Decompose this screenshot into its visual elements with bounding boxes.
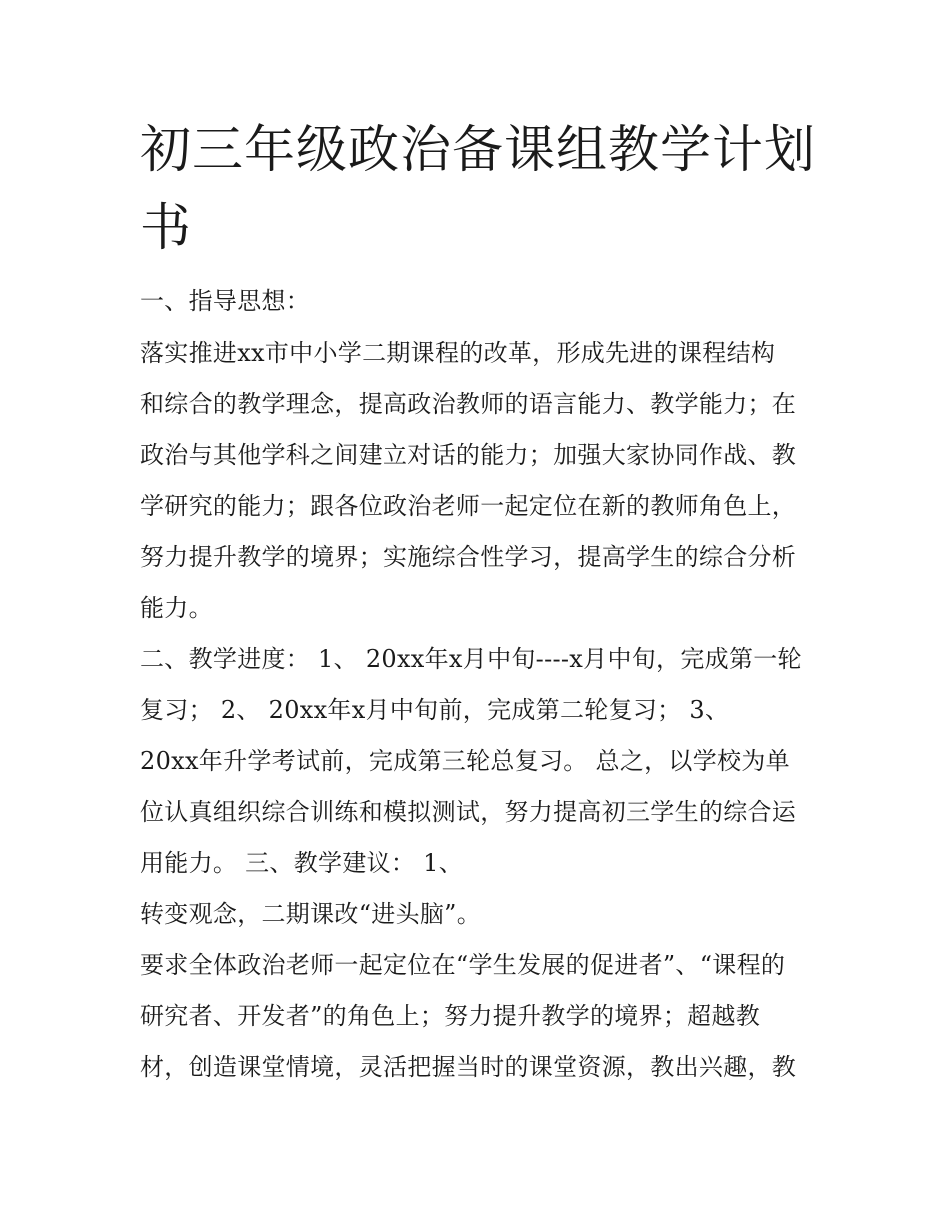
- text-line: 复习； 2、 20xx年x月中旬前，完成第二轮复习； 3、: [140, 696, 730, 724]
- text-line: 用能力。 三、教学建议： 1、: [140, 849, 464, 877]
- text-line: 政治与其他学科之间建立对话的能力；加强大家协同作战、教: [140, 441, 797, 469]
- text-line: 落实推进xx市中小学二期课程的改革，形成先进的课程结构: [140, 339, 776, 367]
- text-line: 要求全体政治老师一起定位在“学生发展的促进者”、“课程的: [140, 951, 786, 979]
- text-line: 和综合的教学理念，提高政治教师的语言能力、教学能力；在: [140, 390, 797, 418]
- text-line: 努力提升教学的境界；实施综合性学习，提高学生的综合分析: [140, 543, 797, 571]
- text-line: 一、指导思想：: [140, 287, 311, 315]
- text-line: 20xx年升学考试前，完成第三轮总复习。 总之，以学校为单: [140, 747, 790, 775]
- text-line: 研究者、开发者”的角色上；努力提升教学的境界；超越教: [140, 1002, 761, 1030]
- document-title: 初三年级政治备课组教学计划书: [140, 121, 817, 258]
- text-line: 位认真组织综合训练和模拟测试，努力提高初三学生的综合运: [140, 798, 797, 826]
- text-line: 转变观念，二期课改“进头脑”。: [140, 900, 482, 928]
- text-line: 学研究的能力；跟各位政治老师一起定位在新的教师角色上，: [140, 492, 797, 520]
- text-line: 二、教学进度： 1、 20xx年x月中旬----x月中旬，完成第一轮: [140, 645, 802, 673]
- text-line: 材，创造课堂情境，灵活把握当时的课堂资源，教出兴趣，教: [140, 1053, 797, 1081]
- text-line: 能力。: [140, 594, 213, 622]
